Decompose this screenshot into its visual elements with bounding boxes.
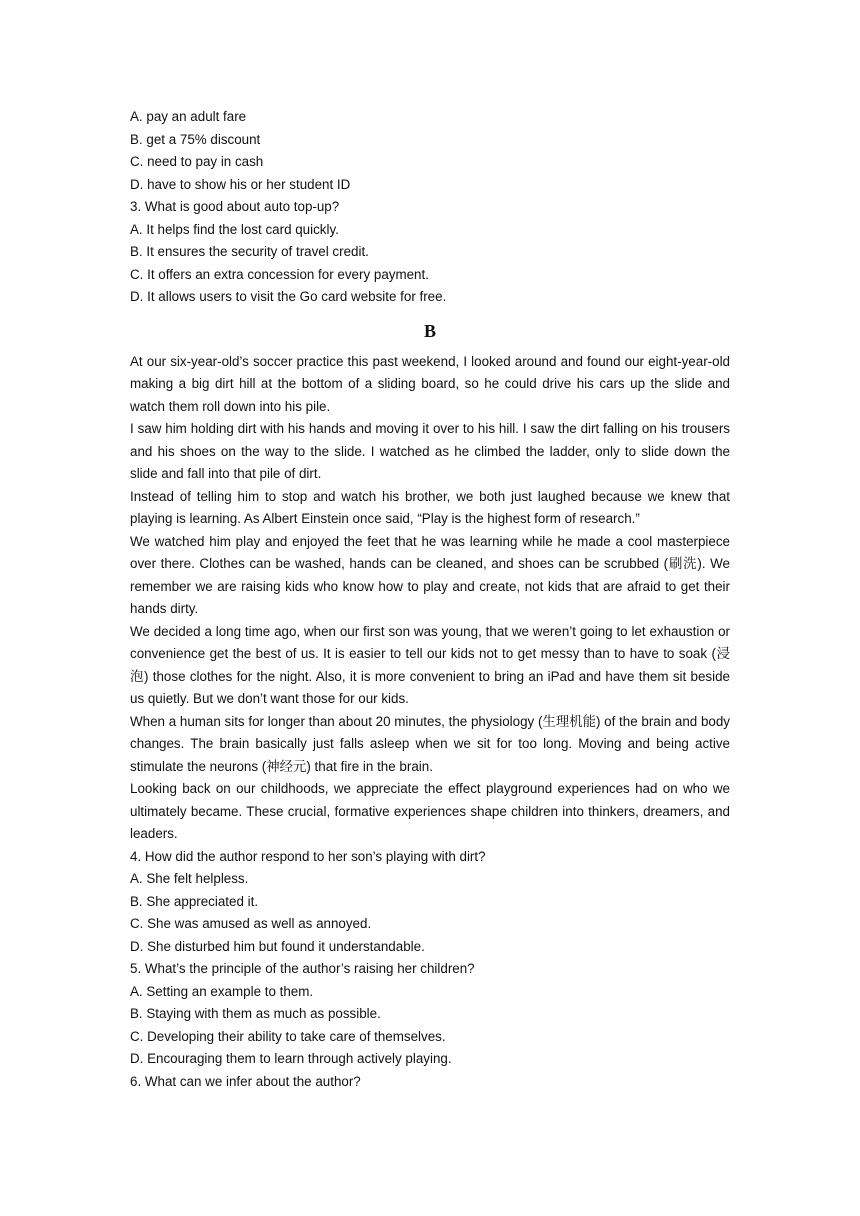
q4-question: 4. How did the author respond to her son’s playing with dirt? bbox=[130, 848, 486, 864]
paragraph-1: At our six-year-old’s soccer practice this past weekend, I looked around and found our eight-year-old making a big dirt hill at the bottom of a sliding board, so he could drive his cars up the slide and watch them roll down into his pile. bbox=[130, 353, 730, 414]
q2-option-b: B. get a 75% discount bbox=[130, 131, 261, 147]
q2-option-c: C. need to pay in cash bbox=[130, 154, 264, 169]
q4-option-a: A. She felt helpless. bbox=[130, 871, 249, 886]
q5-option-a: A. Setting an example to them. bbox=[130, 983, 314, 999]
q5-question: 5. What’s the principle of the author’s raising her children? bbox=[130, 961, 475, 976]
paragraph-5: We decided a long time ago, when our first son was young, that we weren’t going to let exhaustion or convenience get the best of us. It is easier to tell our kids not to get messy than to have to soak (浸泡) those clothes for the night. Also, it is more convenient to bring an iPad and have them sit beside us quietly. But we don’t want those for our kids. bbox=[130, 623, 730, 706]
q4-option-b: B. She appreciated it. bbox=[130, 893, 259, 909]
q6-question: 6. What can we infer about the author? bbox=[130, 1073, 361, 1089]
q3-option-d: D. It allows users to visit the Go card website for free. bbox=[130, 289, 447, 304]
paragraph-6: When a human sits for longer than about 20 minutes, the physiology (生理机能) of the brain and body changes. The brain basically just falls asleep when we sit for too long. Moving and being active stimulate the neurons (神经元) that fire in the brain. bbox=[130, 713, 730, 774]
q2-option-a: A. pay an adult fare bbox=[130, 109, 247, 124]
q5-option-b: B. Staying with them as much as possible. bbox=[130, 1006, 381, 1021]
paragraph-2: I saw him holding dirt with his hands and moving it over to his hill. I saw the dirt falling on his trousers and his shoes on the way to the slide. I watched as he climbed the ladder, only to slide down the slide and fall into that pile of dirt. bbox=[130, 421, 730, 481]
q3-option-a: A. It helps find the lost card quickly. bbox=[130, 221, 339, 237]
document-page bbox=[130, 106, 730, 1093]
q3-option-b: B. It ensures the security of travel credit. bbox=[130, 244, 369, 259]
q5-option-d: D. Encouraging them to learn through actively playing. bbox=[130, 1051, 452, 1066]
q2-option-d: D. have to show his or her student ID bbox=[130, 176, 351, 192]
section-title: B bbox=[423, 320, 436, 341]
q3-option-c: C. It offers an extra concession for every payment. bbox=[130, 266, 429, 282]
paragraph-4: We watched him play and enjoyed the feet that he was learning while he made a cool masterpiece over there. Clothes can be washed, hands can be cleaned, and shoes can be scrubbed (刷洗). We remember we are raising kids who know how to play and create, not kids that are afraid to get their hands dirty. bbox=[130, 533, 730, 616]
q4-option-c: C. She was amused as well as annoyed. bbox=[130, 916, 372, 931]
paragraph-7: Looking back on our childhoods, we appreciate the effect playground experiences had on who we ultimately became. These crucial, formative experiences shape children into thinkers, dreamers, and leaders. bbox=[130, 781, 730, 841]
q4-option-d: D. She disturbed him but found it understandable. bbox=[130, 938, 425, 954]
q3-question: 3. What is good about auto top-up? bbox=[130, 199, 340, 214]
q5-option-c: C. Developing their ability to take care of themselves. bbox=[130, 1028, 446, 1044]
paragraph-3: Instead of telling him to stop and watch his brother, we both just laughed because we knew that playing is learning. As Albert Einstein once said, “Play is the highest form of research.” bbox=[130, 488, 730, 526]
